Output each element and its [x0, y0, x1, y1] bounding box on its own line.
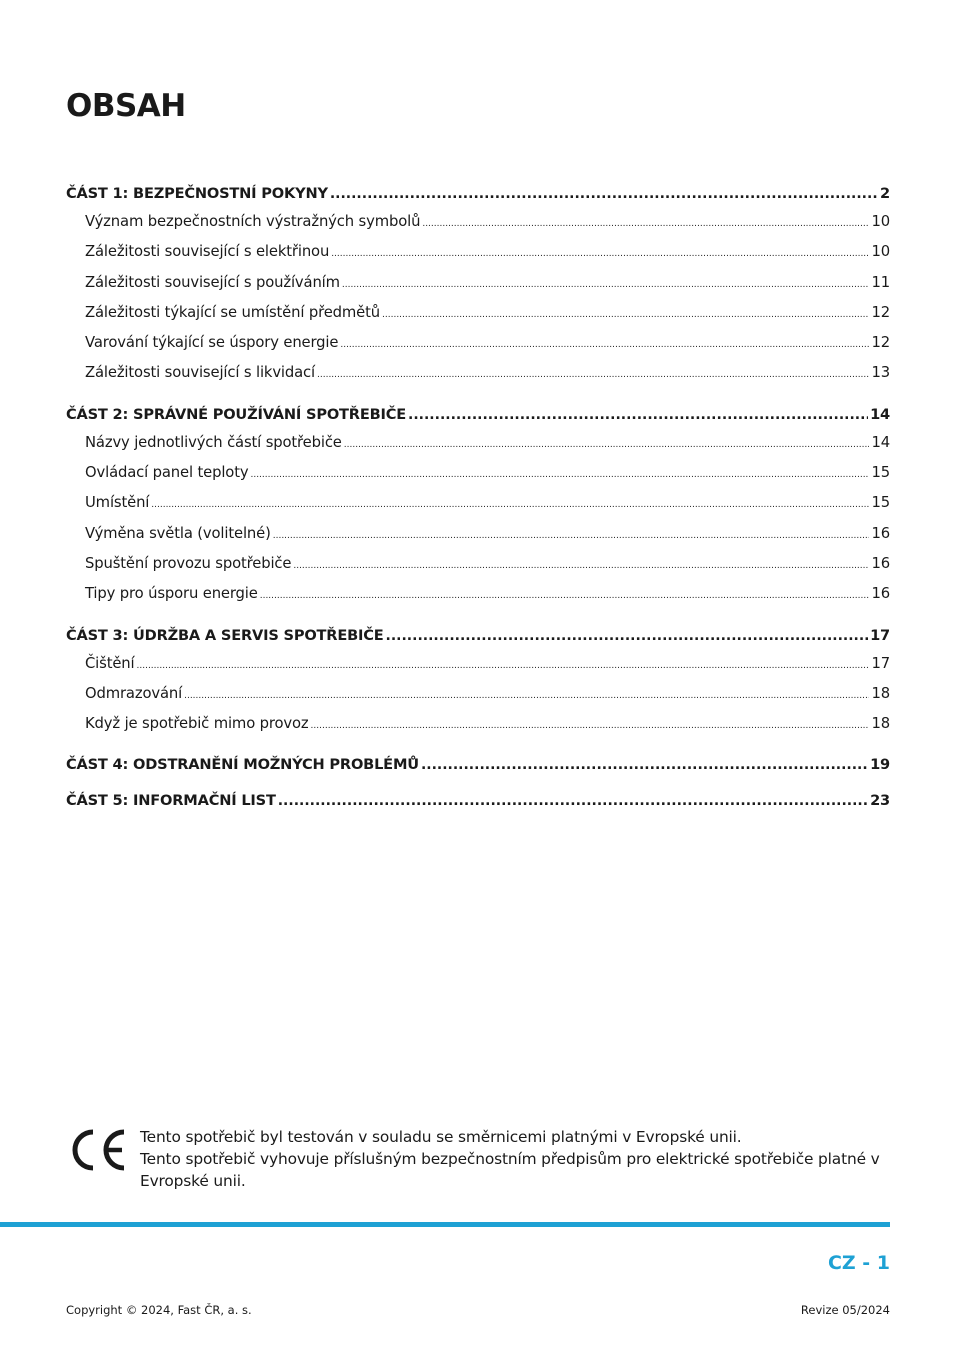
toc-section-heading[interactable] — [66, 754, 890, 776]
toc-section-title: ČÁST 1: BEZPEČNOSTNÍ POKYNY — [66, 185, 328, 202]
toc-section-heading[interactable] — [66, 404, 890, 426]
toc-leader — [382, 302, 869, 329]
toc-leader — [317, 362, 869, 389]
toc-entry[interactable] — [66, 208, 890, 238]
toc-leader — [184, 683, 869, 710]
toc-section-heading[interactable] — [66, 625, 890, 647]
toc-entry[interactable] — [66, 299, 890, 329]
footer-divider — [0, 1222, 890, 1227]
toc-section-title: ČÁST 2: SPRÁVNÉ POUŽÍVÁNÍ SPOTŘEBIČE — [66, 405, 407, 423]
toc-page-number: 18 — [871, 715, 890, 733]
toc-entry[interactable] — [66, 329, 890, 359]
toc-entry-label: Názvy jednotlivých částí spotřebiče — [85, 433, 342, 451]
toc-page-number: 12 — [871, 334, 890, 352]
toc-section-2 — [66, 404, 890, 611]
toc-entry-label: Tipy pro úsporu energie — [85, 585, 258, 603]
toc-leader — [344, 432, 870, 459]
toc-leader — [330, 183, 878, 205]
toc-leader — [421, 754, 868, 776]
toc-entry-label: Čištění — [85, 654, 135, 672]
toc-entry-label: Ovládací panel teploty — [85, 464, 249, 482]
toc-page-number: 10 — [871, 243, 890, 261]
toc-page-number: 18 — [871, 684, 890, 702]
toc-page-number: 14 — [870, 405, 890, 423]
toc-page-number: 12 — [871, 303, 890, 321]
toc-leader — [151, 492, 869, 519]
toc-leader — [340, 332, 869, 359]
toc-page-number: 23 — [870, 792, 890, 810]
toc-page-number: 2 — [880, 185, 890, 202]
toc-entry[interactable] — [66, 489, 890, 519]
revision-text: Revize 05/2024 — [800, 1303, 890, 1317]
toc-section-3 — [66, 625, 890, 741]
toc-entry[interactable] — [66, 269, 890, 299]
toc-page-number: 16 — [871, 585, 890, 603]
toc-leader — [273, 523, 870, 550]
toc-entry-label: Odmrazování — [85, 684, 183, 702]
toc-entry[interactable] — [66, 710, 890, 740]
toc-page-number: 19 — [870, 756, 890, 774]
toc-entry[interactable] — [66, 680, 890, 710]
toc-leader — [422, 211, 869, 238]
ce-declaration-line: Tento spotřebič vyhovuje příslušným bezpečnostním předpisům pro elektrické spotřebiče platné v Evropské unii. — [140, 1150, 880, 1190]
toc-entry-label: Záležitosti související s elektřinou — [85, 243, 330, 261]
toc-entry[interactable] — [66, 459, 890, 489]
toc-leader — [293, 553, 869, 580]
toc-entry[interactable] — [66, 429, 890, 459]
toc-leader — [408, 404, 868, 426]
toc-leader — [137, 653, 870, 680]
toc-leader — [342, 272, 870, 299]
ce-mark-icon — [66, 1126, 128, 1174]
toc-page-number: 14 — [871, 433, 890, 451]
toc-page-number: 16 — [871, 524, 890, 542]
toc-entry-label: Varování týkající se úspory energie — [85, 334, 339, 352]
toc-entry-label: Když je spotřebič mimo provoz — [85, 715, 309, 733]
toc-entry-label: Záležitosti týkající se umístění předmětů — [85, 303, 381, 321]
toc-entry-label: Spuštění provozu spotřebiče — [85, 554, 292, 572]
toc-page-number: 10 — [871, 213, 890, 230]
copyright-text: Copyright © 2024, Fast ČR, a. s. — [66, 1303, 252, 1317]
toc-entry-label: Význam bezpečnostních výstražných symbolů — [85, 213, 421, 230]
toc-entry-label: Umístění — [85, 494, 150, 512]
toc-leader — [278, 790, 868, 812]
toc-entry[interactable] — [66, 550, 890, 580]
table-of-contents — [66, 183, 890, 826]
toc-section-1 — [66, 183, 890, 390]
toc-section-heading[interactable] — [66, 790, 890, 812]
toc-leader — [386, 625, 869, 647]
toc-entry[interactable] — [66, 238, 890, 268]
toc-section-title: ČÁST 5: INFORMAČNÍ LIST — [66, 792, 276, 810]
toc-page-number: 17 — [871, 654, 890, 672]
toc-leader — [311, 713, 870, 740]
toc-entry[interactable] — [66, 359, 890, 389]
ce-declaration — [140, 1126, 900, 1192]
toc-entry-label: Záležitosti související s používáním — [85, 273, 340, 291]
toc-page-number: 13 — [871, 364, 890, 382]
toc-entry[interactable] — [66, 650, 890, 680]
toc-entry[interactable] — [66, 580, 890, 610]
toc-page-number: 15 — [871, 494, 890, 512]
toc-leader — [260, 583, 870, 610]
ce-declaration-line: Tento spotřebič byl testován v souladu se směrnicemi platnými v Evropské unii. — [140, 1128, 742, 1146]
toc-entry[interactable] — [66, 520, 890, 550]
page-title: OBSAH — [66, 88, 186, 124]
toc-section-title: ČÁST 4: ODSTRANĚNÍ MOŽNÝCH PROBLÉMŮ — [66, 756, 419, 774]
toc-page-number: 17 — [870, 626, 890, 644]
toc-section-heading[interactable] — [66, 183, 890, 205]
toc-entry-label: Výměna světla (volitelné) — [85, 524, 271, 542]
toc-section-4 — [66, 754, 890, 776]
toc-entry-label: Záležitosti související s likvidací — [85, 364, 315, 382]
toc-page-number: 15 — [871, 464, 890, 482]
toc-leader — [250, 462, 869, 489]
toc-page-number: 11 — [871, 273, 890, 291]
toc-leader — [331, 241, 869, 268]
page-number: CZ - 1 — [827, 1252, 890, 1274]
toc-page-number: 16 — [871, 554, 890, 572]
toc-section-5 — [66, 790, 890, 812]
toc-section-title: ČÁST 3: ÚDRŽBA A SERVIS SPOTŘEBIČE — [66, 626, 384, 644]
